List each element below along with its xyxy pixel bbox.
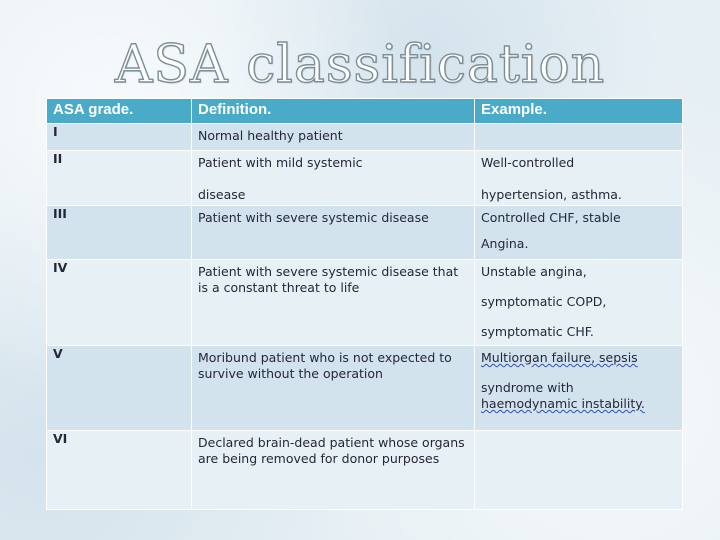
example-line: Angina. (481, 236, 529, 251)
example-cell (475, 151, 683, 206)
table-row-grade-4 (47, 260, 683, 346)
grade-cell: III (47, 206, 192, 260)
example-line: Controlled CHF, stable (481, 210, 621, 225)
grade-cell: V (47, 346, 192, 431)
example-line: haemodynamic instability. (481, 396, 645, 411)
grade-cell: II (47, 151, 192, 206)
definition-cell (192, 151, 475, 206)
definition-cell (192, 206, 475, 260)
example-line: hypertension, asthma. (481, 187, 622, 202)
column-header-definition: Definition. (192, 99, 475, 124)
table-row-grade-1 (47, 124, 683, 151)
table-row-grade-6 (47, 431, 683, 510)
definition-line: disease (198, 187, 246, 202)
definition-line: Normal healthy patient (198, 128, 343, 143)
definition-line: Declared brain-dead patient whose organs (198, 435, 465, 450)
definition-cell (192, 124, 475, 151)
example-cell (475, 124, 683, 151)
slide-title: ASA classification (114, 35, 606, 95)
line-gap (481, 280, 682, 294)
definition-cell (192, 346, 475, 431)
grade-cell: I (47, 124, 192, 151)
table-row-grade-3 (47, 206, 683, 260)
table-row-grade-2 (47, 151, 683, 206)
definition-line: Patient with severe systemic disease (198, 210, 429, 225)
example-cell (475, 346, 683, 431)
line-gap (481, 226, 682, 236)
column-header-grade: ASA grade. (47, 99, 192, 124)
example-cell (475, 260, 683, 346)
definition-line: Moribund patient who is not expected to (198, 350, 452, 365)
line-gap (481, 171, 682, 187)
definition-line: Patient with severe systemic disease that (198, 264, 459, 279)
line-gap (198, 171, 474, 187)
definition-line: is a constant threat to life (198, 280, 360, 295)
example-cell (475, 431, 683, 510)
example-cell (475, 206, 683, 260)
asa-classification-table (46, 98, 683, 510)
example-line: symptomatic CHF. (481, 324, 594, 339)
column-header-example: Example. (475, 99, 683, 124)
example-line: Unstable angina, (481, 264, 587, 279)
grade-cell: IV (47, 260, 192, 346)
example-line: syndrome with (481, 380, 574, 395)
table-header-row (47, 99, 683, 124)
line-gap (481, 366, 682, 380)
grade-cell: VI (47, 431, 192, 510)
example-line: Well-controlled (481, 155, 575, 170)
definition-line: Patient with mild systemic (198, 155, 363, 170)
definition-line: survive without the operation (198, 366, 383, 381)
example-line: Multiorgan failure, sepsis (481, 350, 638, 365)
definition-line: are being removed for donor purposes (198, 451, 440, 466)
table-row-grade-5 (47, 346, 683, 431)
example-line: symptomatic COPD, (481, 294, 607, 309)
line-gap (481, 310, 682, 324)
definition-cell (192, 431, 475, 510)
definition-cell (192, 260, 475, 346)
